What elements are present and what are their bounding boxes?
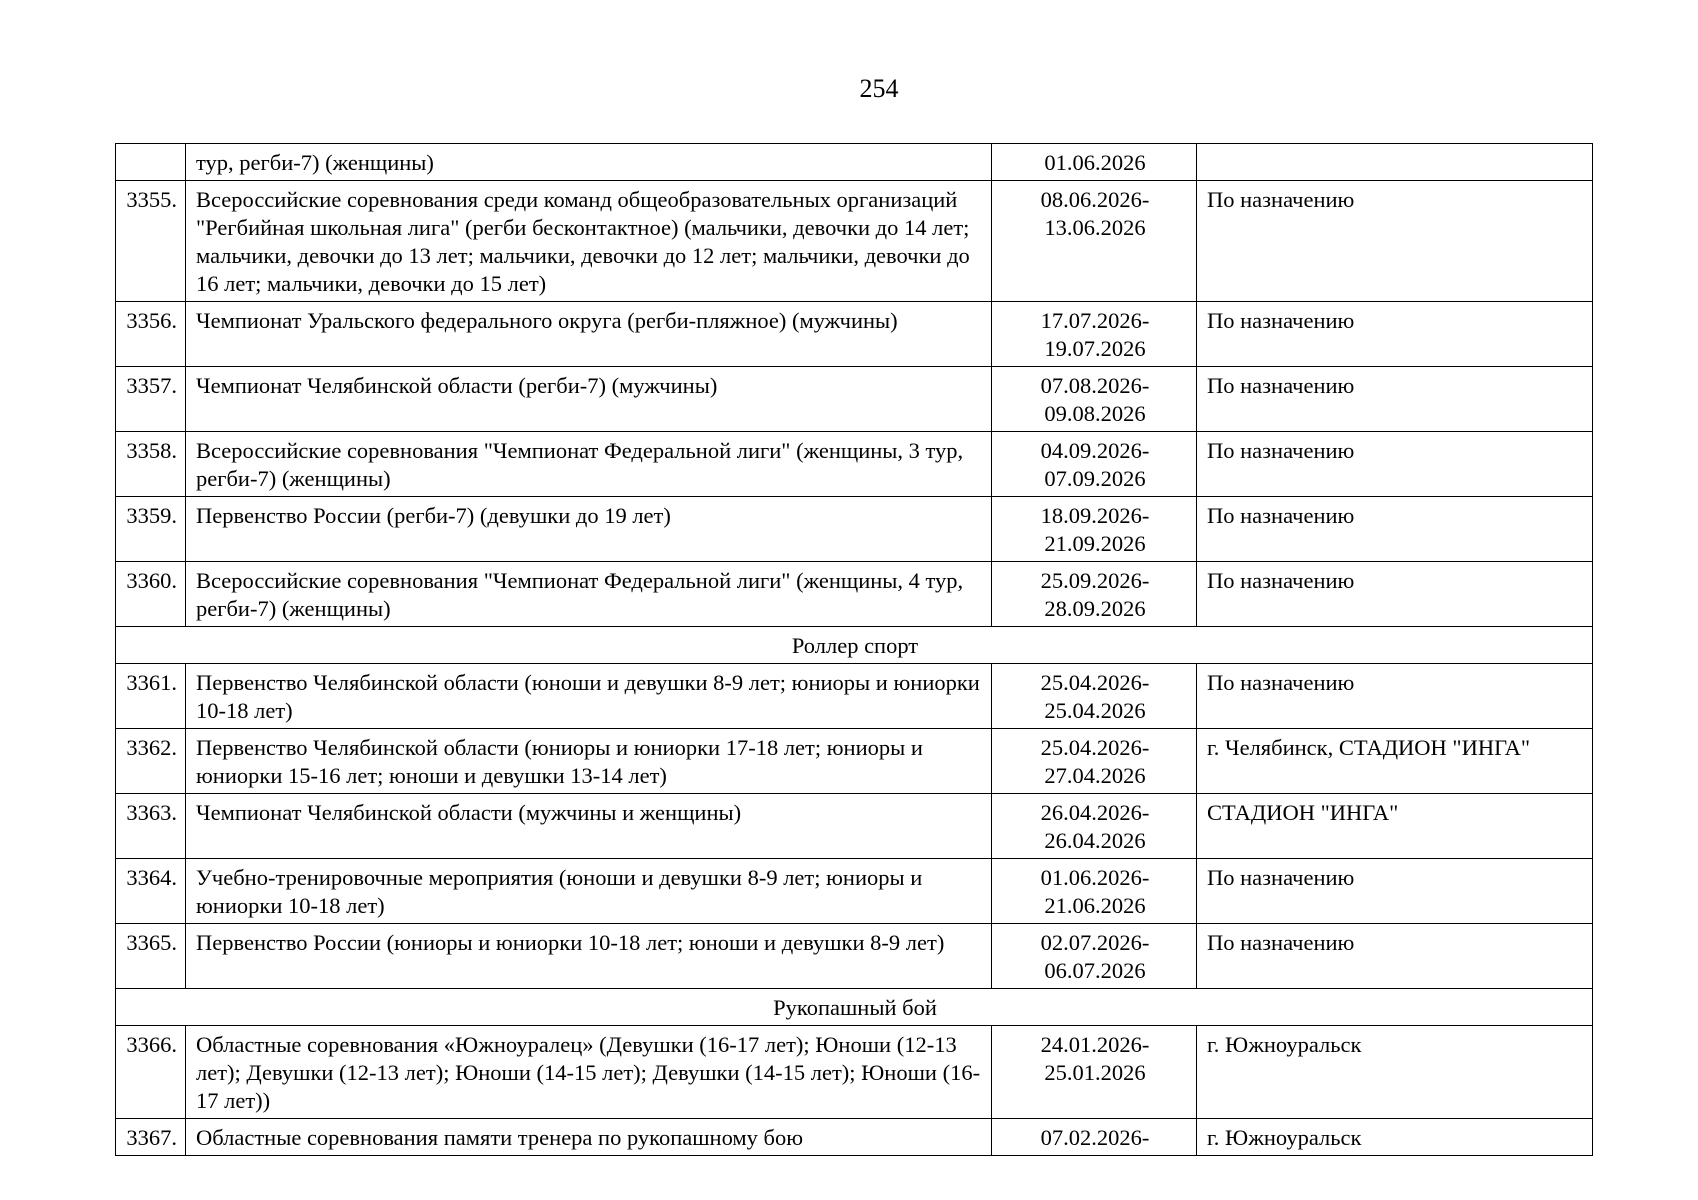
event-place: г. Южноуральск <box>1197 1119 1593 1156</box>
date-end: 19.07.2026 <box>1044 336 1146 361</box>
table-row <box>116 794 1593 859</box>
table-row <box>116 497 1593 562</box>
event-name: Первенство России (регби-7) (девушки до 19 лет) <box>186 497 992 562</box>
event-place: По назначению <box>1197 497 1593 562</box>
event-place: По назначению <box>1197 302 1593 367</box>
page-number: 254 <box>859 74 899 103</box>
date-end: 26.04.2026 <box>1044 828 1146 853</box>
event-place: СТАДИОН "ИНГА" <box>1197 794 1593 859</box>
event-dates <box>992 794 1197 859</box>
events-table-body <box>116 144 1593 1156</box>
date-end: 25.04.2026 <box>1044 698 1146 723</box>
date-start: 01.06.2026- <box>1040 865 1150 890</box>
date-start: 25.04.2026- <box>1040 670 1150 695</box>
event-place: По назначению <box>1197 181 1593 302</box>
row-number: 3355. <box>116 181 186 302</box>
date-end: 25.01.2026 <box>1044 1060 1146 1085</box>
event-place: По назначению <box>1197 664 1593 729</box>
event-name: тур, регби-7) (женщины) <box>186 144 992 181</box>
event-name: Всероссийские соревнования "Чемпионат Федеральной лиги" (женщины, 4 тур, регби-7) (женщины) <box>186 562 992 627</box>
date-start: 04.09.2026- <box>1040 438 1150 463</box>
table-row <box>116 302 1593 367</box>
table-row <box>116 664 1593 729</box>
table-row <box>116 1026 1593 1119</box>
date-end: 06.07.2026 <box>1044 958 1146 983</box>
event-place <box>1197 144 1593 181</box>
row-number: 3365. <box>116 924 186 989</box>
date-start: 07.08.2026- <box>1040 373 1150 398</box>
event-name: Областные соревнования «Южноуралец» (Девушки (16-17 лет); Юноши (12-13 лет); Девушки (12-13 лет); Юноши (14-15 лет); Девушки (14-15 лет); Юноши (16-17 лет)) <box>186 1026 992 1119</box>
event-place: По назначению <box>1197 859 1593 924</box>
date-start: 26.04.2026- <box>1040 800 1150 825</box>
table-row <box>116 144 1593 181</box>
event-name: Чемпионат Челябинской области (мужчины и женщины) <box>186 794 992 859</box>
section-title: Роллер спорт <box>116 627 1593 664</box>
table-row <box>116 1119 1593 1156</box>
event-dates <box>992 562 1197 627</box>
row-number: 3367. <box>116 1119 186 1156</box>
date-start: 07.02.2026- <box>1040 1125 1150 1150</box>
date-start: 25.09.2026- <box>1040 568 1150 593</box>
event-dates <box>992 859 1197 924</box>
row-number: 3366. <box>116 1026 186 1119</box>
row-number: 3358. <box>116 432 186 497</box>
table-row <box>116 924 1593 989</box>
event-dates <box>992 302 1197 367</box>
table-row <box>116 859 1593 924</box>
table-row <box>116 181 1593 302</box>
events-table <box>115 143 1593 1156</box>
row-number: 3364. <box>116 859 186 924</box>
event-dates <box>992 367 1197 432</box>
event-name: Первенство России (юниоры и юниорки 10-18 лет; юноши и девушки 8-9 лет) <box>186 924 992 989</box>
section-row <box>116 989 1593 1026</box>
date-start: 18.09.2026- <box>1040 503 1150 528</box>
event-name: Учебно-тренировочные мероприятия (юноши и девушки 8-9 лет; юниоры и юниорки 10-18 лет) <box>186 859 992 924</box>
event-name: Всероссийские соревнования "Чемпионат Федеральной лиги" (женщины, 3 тур, регби-7) (женщины) <box>186 432 992 497</box>
event-place: По назначению <box>1197 367 1593 432</box>
date-start: 01.06.2026 <box>1044 150 1146 175</box>
row-number: 3362. <box>116 729 186 794</box>
row-number <box>116 144 186 181</box>
row-number: 3361. <box>116 664 186 729</box>
date-start: 17.07.2026- <box>1040 308 1150 333</box>
table-row <box>116 367 1593 432</box>
event-dates <box>992 181 1197 302</box>
event-name: Первенство Челябинской области (юниоры и юниорки 17-18 лет; юниоры и юниорки 15-16 лет; юноши и девушки 13-14 лет) <box>186 729 992 794</box>
date-end: 27.04.2026 <box>1044 763 1146 788</box>
event-place: г. Челябинск, СТАДИОН "ИНГА" <box>1197 729 1593 794</box>
event-dates <box>992 924 1197 989</box>
event-place: По назначению <box>1197 924 1593 989</box>
row-number: 3363. <box>116 794 186 859</box>
row-number: 3359. <box>116 497 186 562</box>
row-number: 3356. <box>116 302 186 367</box>
date-start: 02.07.2026- <box>1040 930 1150 955</box>
event-dates <box>992 1119 1197 1156</box>
event-name: Областные соревнования памяти тренера по рукопашному бою <box>186 1119 992 1156</box>
row-number: 3360. <box>116 562 186 627</box>
date-start: 25.04.2026- <box>1040 735 1150 760</box>
event-name: Чемпионат Уральского федерального округа (регби-пляжное) (мужчины) <box>186 302 992 367</box>
event-name: Первенство Челябинской области (юноши и девушки 8-9 лет; юниоры и юниорки 10-18 лет) <box>186 664 992 729</box>
event-dates <box>992 144 1197 181</box>
section-row <box>116 627 1593 664</box>
event-place: По назначению <box>1197 562 1593 627</box>
event-dates <box>992 1026 1197 1119</box>
section-title: Рукопашный бой <box>116 989 1593 1026</box>
date-end: 28.09.2026 <box>1044 596 1146 621</box>
date-start: 08.06.2026- <box>1040 187 1150 212</box>
event-name: Чемпионат Челябинской области (регби-7) (мужчины) <box>186 367 992 432</box>
event-place: г. Южноуральск <box>1197 1026 1593 1119</box>
event-dates <box>992 664 1197 729</box>
table-row <box>116 562 1593 627</box>
event-dates <box>992 729 1197 794</box>
date-end: 21.09.2026 <box>1044 531 1146 556</box>
table-row <box>116 729 1593 794</box>
date-end: 09.08.2026 <box>1044 401 1146 426</box>
event-place: По назначению <box>1197 432 1593 497</box>
date-start: 24.01.2026- <box>1040 1032 1150 1057</box>
event-dates <box>992 432 1197 497</box>
table-row <box>116 432 1593 497</box>
date-end: 13.06.2026 <box>1044 215 1146 240</box>
event-dates <box>992 497 1197 562</box>
event-name: Всероссийские соревнования среди команд общеобразовательных организаций "Регбийная школьная лига" (регби бесконтактное) (мальчики, девочки до 14 лет; мальчики, девочки до 13 лет; мальчики, девочки до 12 лет; мальчики, девочки до 16 лет; мальчики, девочки до 15 лет) <box>186 181 992 302</box>
date-end: 21.06.2026 <box>1044 893 1146 918</box>
row-number: 3357. <box>116 367 186 432</box>
date-end: 07.09.2026 <box>1044 466 1146 491</box>
